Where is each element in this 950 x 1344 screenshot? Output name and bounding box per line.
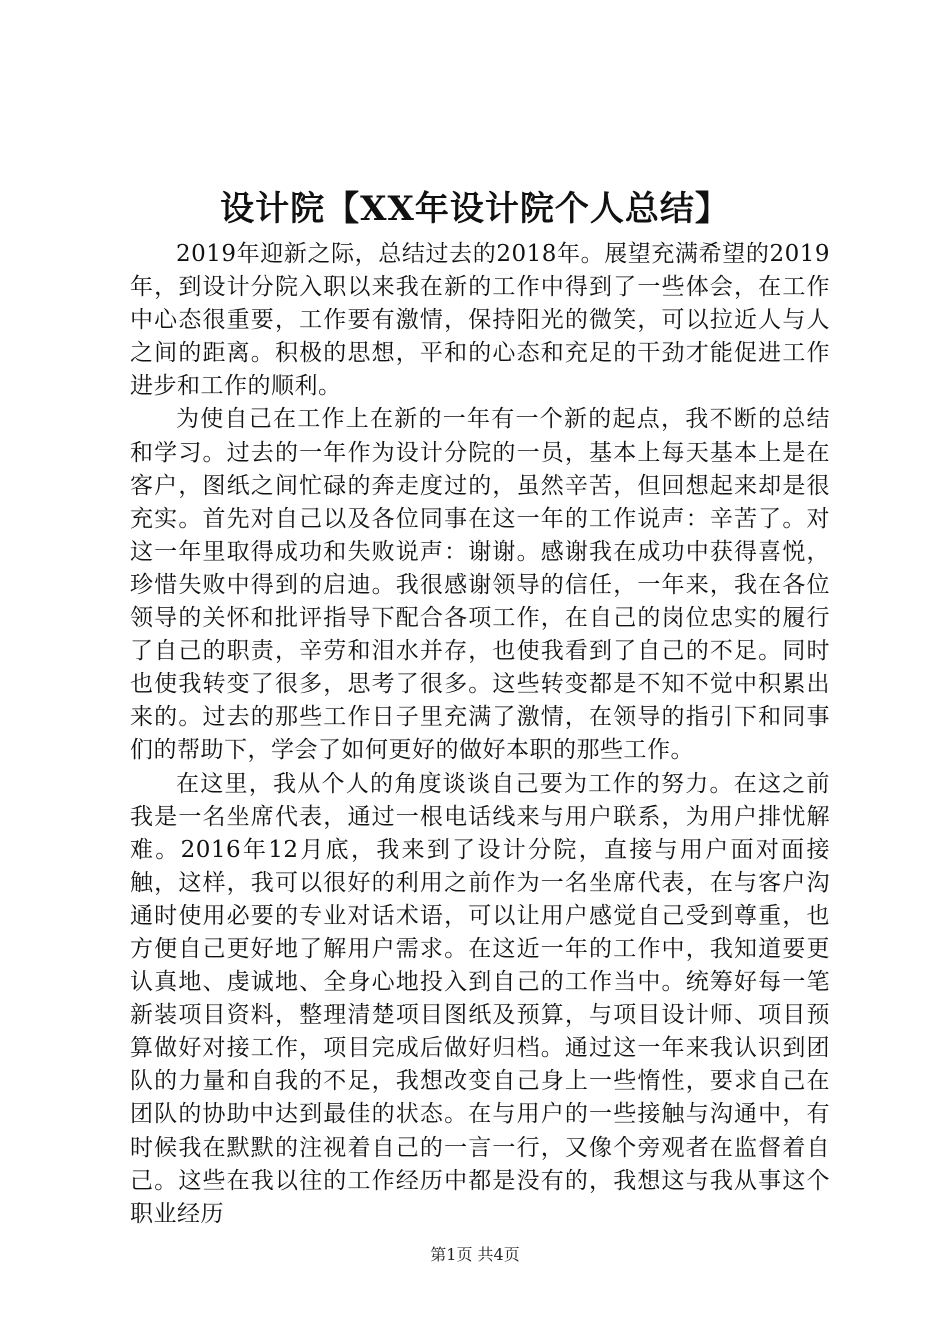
paragraph-1: 2019年迎新之际，总结过去的2018年。展望充满希望的2019年，到设计分院入职以来我在新的工作中得到了一些体会，在工作中心态很重要，工作要有激情，保持阳光的微笑，可以拉近人与人之间的距离。积极的思想，平和的心态和充足的干劲才能促进工作进步和工作的顺利。 [130, 241, 830, 400]
paragraph-3: 在这里，我从个人的角度谈谈自己要为工作的努力。在这之前我是一名坐席代表，通过一根电话线来与用户联系，为用户排忧解难。2016年12月底，我来到了设计分院，直接与用户面对面接触，这样，我可以很好的利用之前作为一名坐席代表，在与客户沟通时使用必要的专业对话术语，可以让用户感觉自己受到尊重，也方便自己更好地了解用户需求。在这近一年的工作中，我知道要更认真地、虔诚地、全身心地投入到自己的工作当中。统筹好每一笔新装项目资料，整理清楚项目图纸及预算，与项目设计师、项目预算做好对接工作，项目完成后做好归档。通过这一年来我认识到团队的力量和自我的不足，我想改变自己身上一些惰性，要求自己在团队的协助中达到最佳的状态。在与用户的一些接触与沟通中，有时候我在默默的注视着自己的一言一行，又像个旁观者在监督着自己。这些在我以往的工作经历中都是没有的，我想这与我从事这个职业经历 [130, 770, 830, 1227]
document-title: 设计院【XX年设计院个人总结】 [220, 189, 730, 229]
document-body [130, 238, 830, 1231]
paragraph-2: 为使自己在工作上在新的一年有一个新的起点，我不断的总结和学习。过去的一年作为设计分院的一员，基本上每天基本上是在客户，图纸之间忙碌的奔走度过的，虽然辛苦，但回想起来却是很充实。首先对自己以及各位同事在这一年的工作说声：辛苦了。对这一年里取得成功和失败说声：谢谢。感谢我在成功中获得喜悦，珍惜失败中得到的启迪。我很感谢领导的信任，一年来，我在各位领导的关怀和批评指导下配合各项工作，在自己的岗位忠实的履行了自己的职责，辛劳和泪水并存，也使我看到了自己的不足。同时也使我转变了很多，思考了很多。这些转变都是不知不觉中积累出来的。过去的那些工作日子里充满了激情，在领导的指引下和同事们的帮助下，学会了如何更好的做好本职的那些工作。 [130, 406, 830, 764]
page-number-footer: 第1页 共4页 [430, 1245, 520, 1264]
